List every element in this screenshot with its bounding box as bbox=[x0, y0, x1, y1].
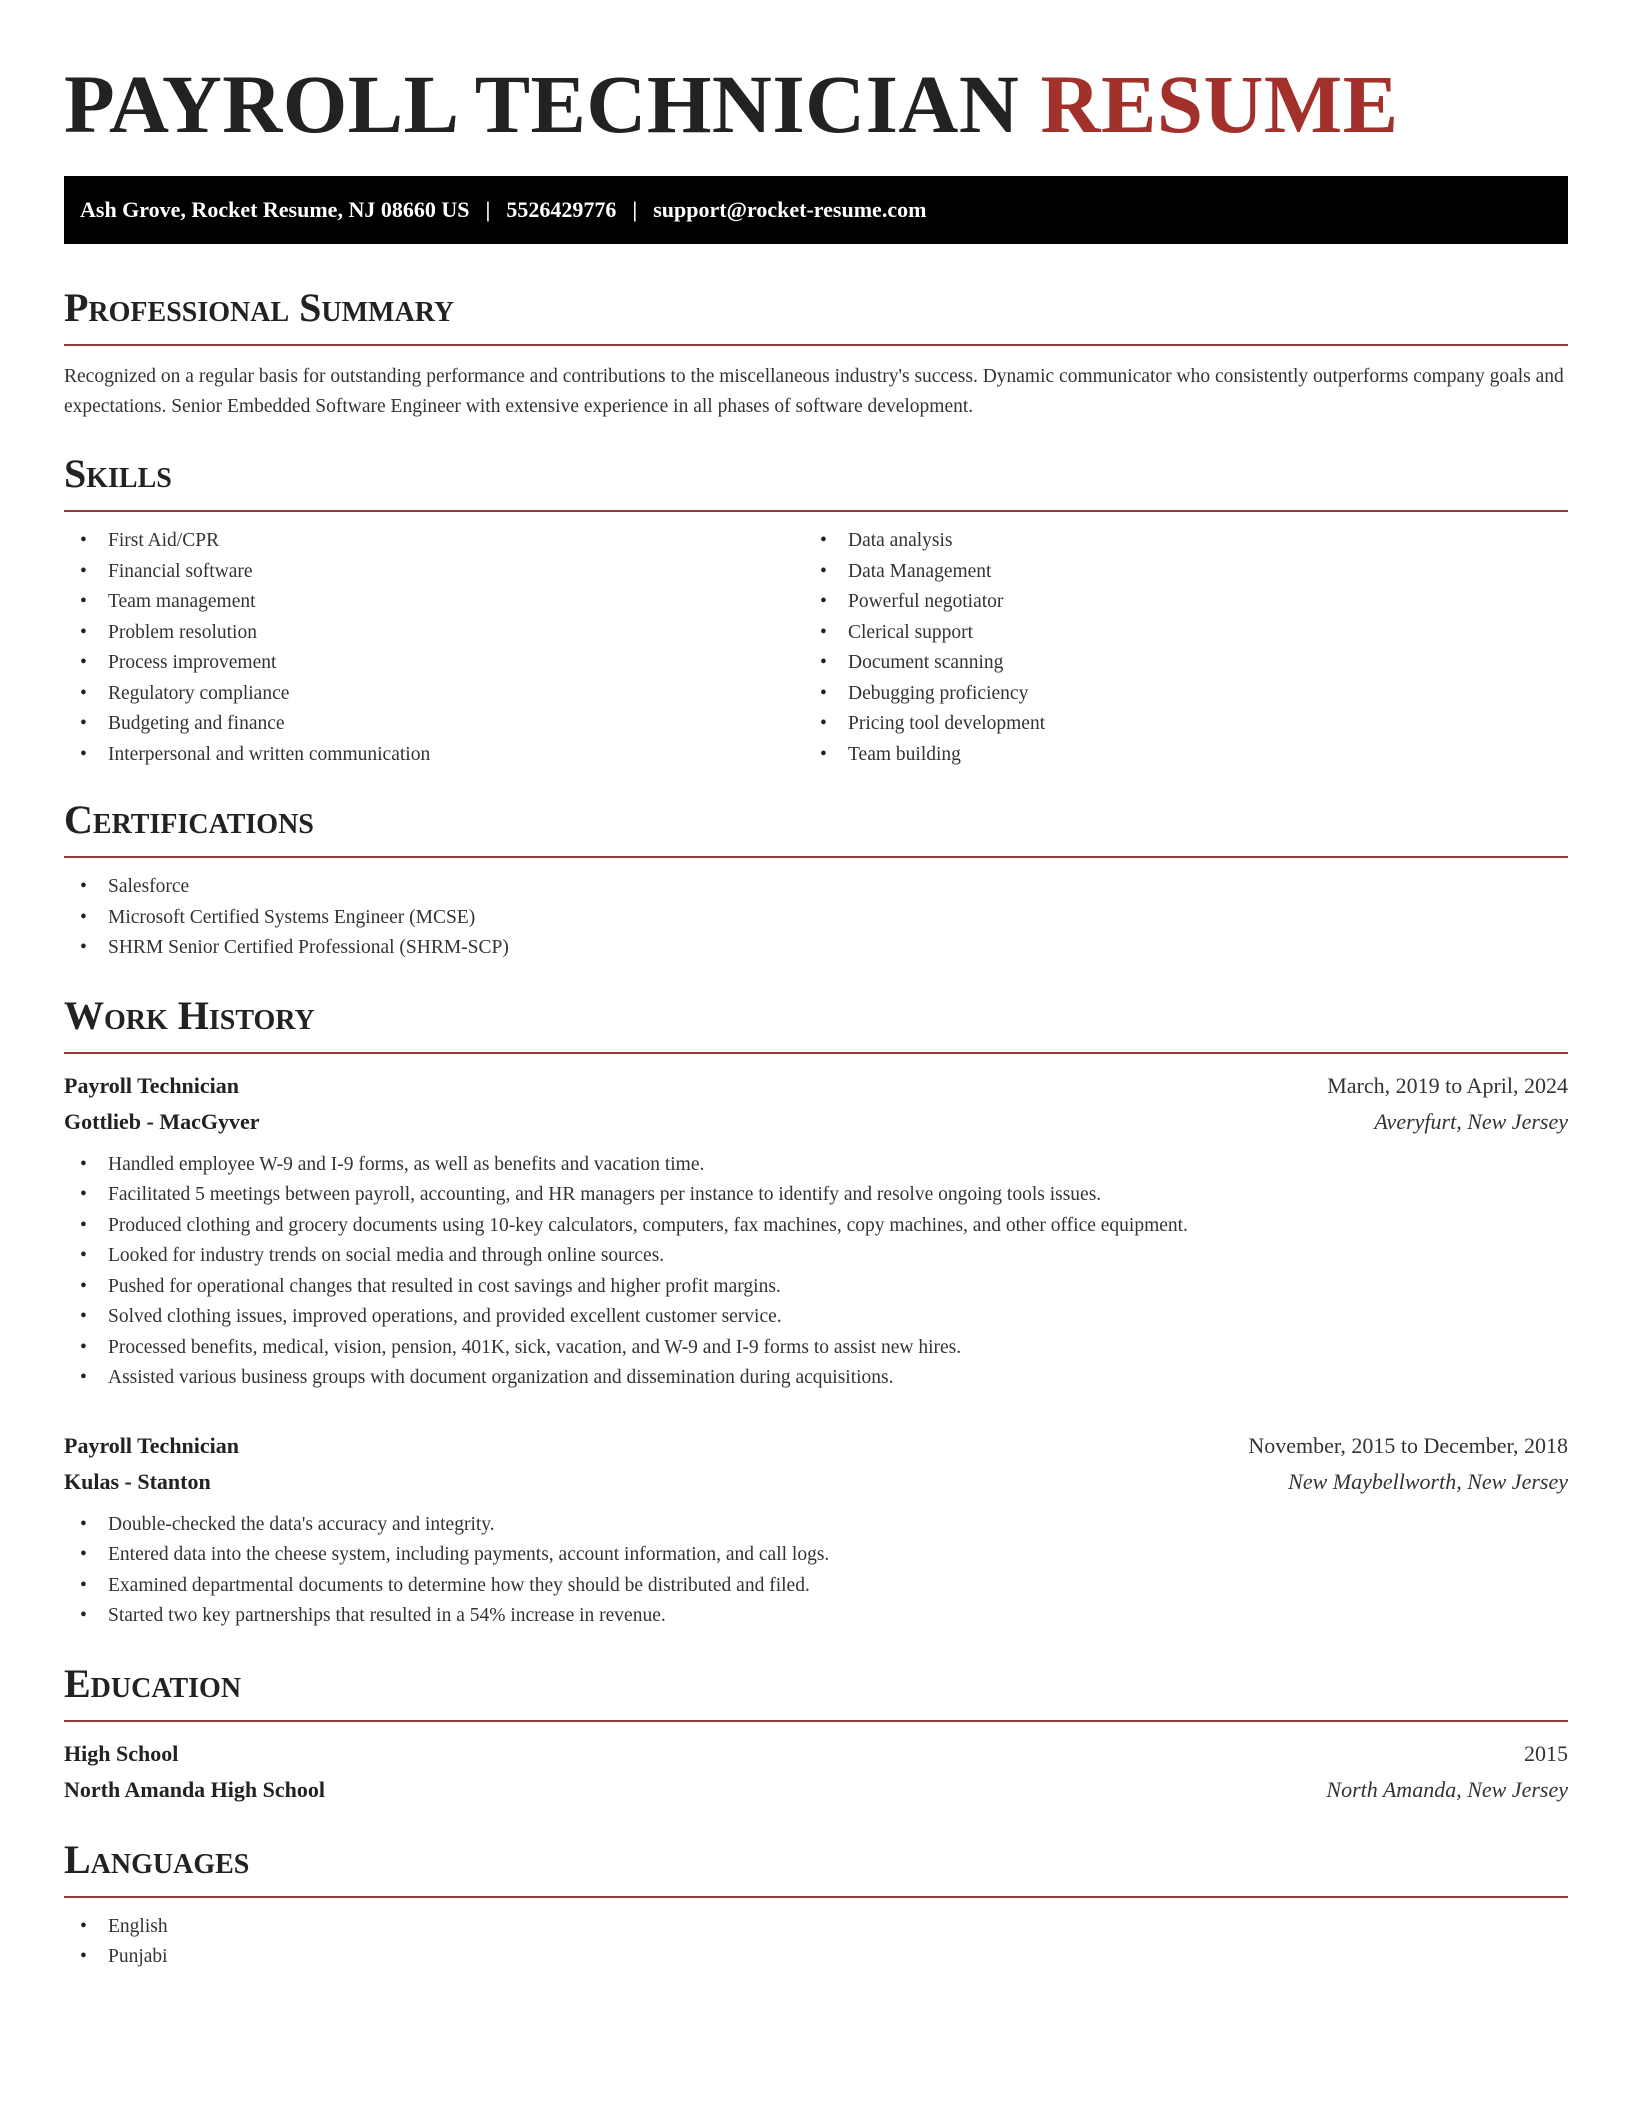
skill-item: • Interpersonal and written communication bbox=[64, 740, 804, 771]
skill-item: • Data analysis bbox=[804, 526, 1568, 557]
section-heading: Certifications bbox=[64, 797, 314, 842]
contact-address: Ash Grove, Rocket Resume, NJ 08660 US bbox=[80, 197, 470, 222]
skills-grid bbox=[64, 512, 1568, 770]
job-bullet: • Started two key partnerships that resulted in a 54% increase in revenue. bbox=[64, 1601, 1568, 1632]
job-header-row bbox=[64, 1068, 1568, 1104]
education-header-row bbox=[64, 1736, 1568, 1772]
section-divider bbox=[64, 1052, 1568, 1054]
contact-separator: | bbox=[485, 197, 491, 222]
skill-item: • Powerful negotiator bbox=[804, 587, 1568, 618]
skills-list-right bbox=[804, 526, 1568, 770]
certification-item: • SHRM Senior Certified Professional (SHRM-SCP) bbox=[64, 933, 1568, 964]
contact-email[interactable]: support@rocket-resume.com bbox=[653, 197, 927, 222]
job-bullet: • Produced clothing and grocery documents using 10-key calculators, computers, fax machines, copy machines, and other office equipment. bbox=[64, 1211, 1568, 1242]
summary-text: Recognized on a regular basis for outstanding performance and contributions to the miscellaneous industry's success. Dynamic communicator who consistently outperforms company goals and expectations. Senior Embedded Software Engineer with extensive experience in all phases of software development. bbox=[64, 366, 1564, 417]
education-school: North Amanda High School bbox=[64, 1776, 325, 1802]
skill-item: • Clerical support bbox=[804, 618, 1568, 649]
education-section bbox=[64, 1660, 1568, 1808]
job-title: Payroll Technician bbox=[64, 1432, 240, 1458]
certifications-list bbox=[64, 872, 1568, 964]
job-entry bbox=[64, 1428, 1568, 1632]
job-bullet: • Examined departmental documents to determine how they should be distributed and filed. bbox=[64, 1571, 1568, 1602]
job-bullet: • Pushed for operational changes that resulted in cost savings and higher profit margins. bbox=[64, 1272, 1568, 1303]
job-bullet: • Facilitated 5 meetings between payroll, accounting, and HR managers per instance to identify and resolve ongoing tools issues. bbox=[64, 1180, 1568, 1211]
section-heading: Education bbox=[64, 1660, 242, 1706]
job-bullets bbox=[64, 1150, 1568, 1394]
summary-section bbox=[64, 284, 1568, 422]
job-bullet: • Looked for industry trends on social media and through online sources. bbox=[64, 1241, 1568, 1272]
skill-item: • Team building bbox=[804, 740, 1568, 771]
certifications-section bbox=[64, 796, 1568, 964]
contact-separator: | bbox=[632, 197, 638, 222]
education-school-row bbox=[64, 1772, 1568, 1808]
section-divider bbox=[64, 344, 1568, 346]
skill-item: • Budgeting and finance bbox=[64, 709, 804, 740]
title-main: PAYROLL TECHNICIAN bbox=[64, 58, 1020, 150]
job-dates: November, 2015 to December, 2018 bbox=[1248, 1432, 1568, 1458]
skill-item: • Data Management bbox=[804, 557, 1568, 588]
skills-section bbox=[64, 450, 1568, 770]
job-bullet: • Handled employee W-9 and I-9 forms, as well as benefits and vacation time. bbox=[64, 1150, 1568, 1181]
skill-item: • Debugging proficiency bbox=[804, 679, 1568, 710]
contact-phone[interactable]: 5526429776 bbox=[506, 197, 617, 222]
section-divider bbox=[64, 1720, 1568, 1722]
job-company-row bbox=[64, 1104, 1568, 1140]
skill-item: • Document scanning bbox=[804, 648, 1568, 679]
section-heading: Languages bbox=[64, 1836, 250, 1882]
job-bullet: • Assisted various business groups with document organization and dissemination during acquisitions. bbox=[64, 1363, 1568, 1394]
job-dates: March, 2019 to April, 2024 bbox=[1327, 1072, 1568, 1098]
job-location: New Maybellworth, New Jersey bbox=[1288, 1468, 1568, 1494]
skill-item: • Financial software bbox=[64, 557, 804, 588]
job-title: Payroll Technician bbox=[64, 1072, 240, 1098]
education-degree: High School bbox=[64, 1740, 179, 1766]
job-bullet: • Double-checked the data's accuracy and integrity. bbox=[64, 1510, 1568, 1541]
section-heading: Professional Summary bbox=[64, 285, 455, 330]
skill-item: • Process improvement bbox=[64, 648, 804, 679]
job-company-row bbox=[64, 1464, 1568, 1500]
skill-item: • Team management bbox=[64, 587, 804, 618]
education-entry bbox=[64, 1736, 1568, 1808]
skill-item: • Pricing tool development bbox=[804, 709, 1568, 740]
certification-item: • Salesforce bbox=[64, 872, 1568, 903]
skill-item: • Problem resolution bbox=[64, 618, 804, 649]
work-history-section bbox=[64, 992, 1568, 1632]
job-company: Gottlieb - MacGyver bbox=[64, 1108, 260, 1134]
section-heading: Work History bbox=[64, 992, 315, 1038]
section-divider bbox=[64, 856, 1568, 858]
certification-item: • Microsoft Certified Systems Engineer (MCSE) bbox=[64, 903, 1568, 934]
job-bullet: • Processed benefits, medical, vision, pension, 401K, sick, vacation, and W-9 and I-9 forms to assist new hires. bbox=[64, 1333, 1568, 1364]
language-item: • English bbox=[64, 1912, 1568, 1943]
job-entry bbox=[64, 1068, 1568, 1394]
title-accent: RESUME bbox=[1040, 58, 1399, 150]
languages-section bbox=[64, 1836, 1568, 1973]
contact-bar bbox=[64, 176, 1568, 244]
job-bullet: • Entered data into the cheese system, including payments, account information, and call logs. bbox=[64, 1540, 1568, 1571]
skills-list-left bbox=[64, 526, 804, 770]
section-heading: Skills bbox=[64, 451, 172, 496]
skill-item: • First Aid/CPR bbox=[64, 526, 804, 557]
job-company: Kulas - Stanton bbox=[64, 1468, 211, 1494]
languages-list bbox=[64, 1912, 1568, 1973]
resume-title bbox=[64, 56, 1568, 152]
section-divider bbox=[64, 1896, 1568, 1898]
job-location: Averyfurt, New Jersey bbox=[1374, 1108, 1568, 1134]
language-item: • Punjabi bbox=[64, 1942, 1568, 1973]
skill-item: • Regulatory compliance bbox=[64, 679, 804, 710]
education-location: North Amanda, New Jersey bbox=[1326, 1776, 1568, 1802]
job-header-row bbox=[64, 1428, 1568, 1464]
job-bullets bbox=[64, 1510, 1568, 1632]
job-bullet: • Solved clothing issues, improved operations, and provided excellent customer service. bbox=[64, 1302, 1568, 1333]
education-year: 2015 bbox=[1524, 1740, 1568, 1766]
